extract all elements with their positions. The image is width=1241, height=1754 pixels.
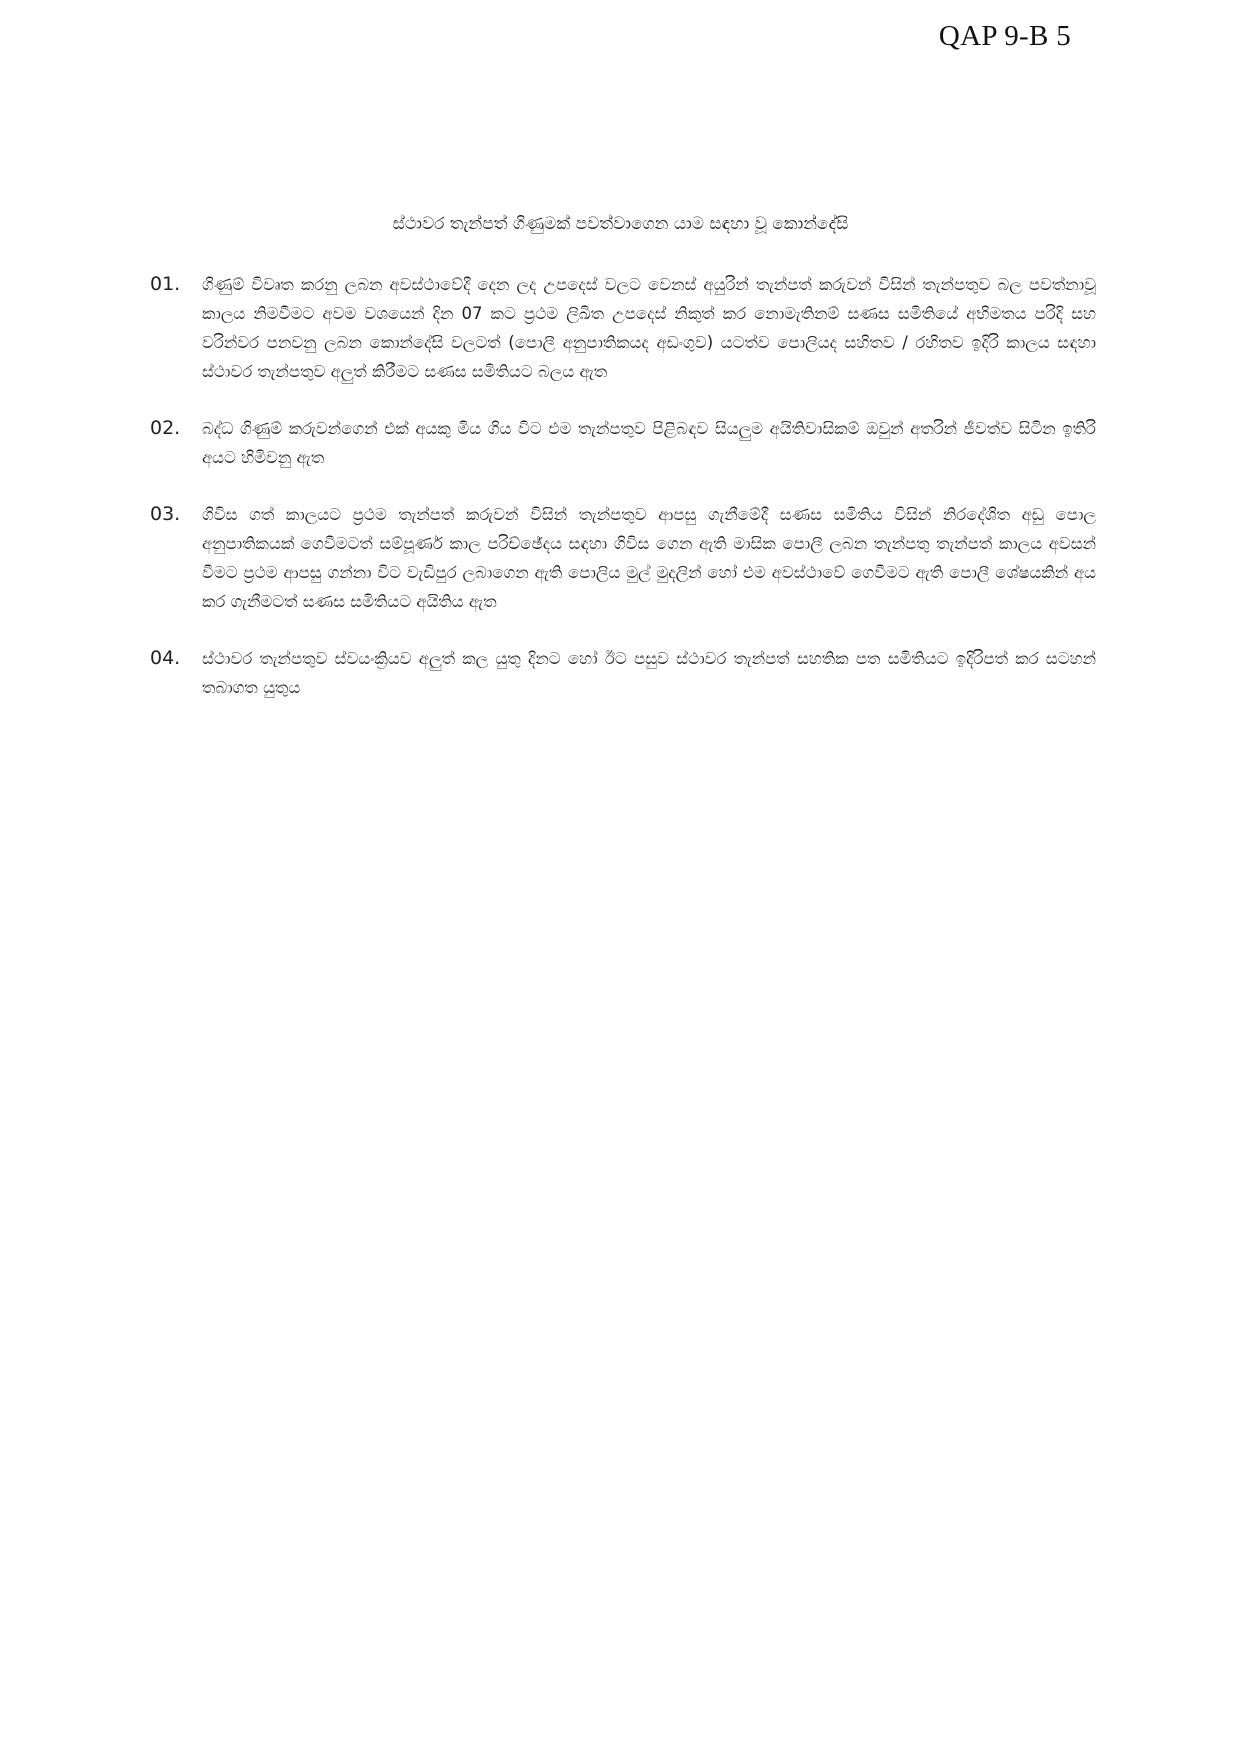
document-title: ස්ථාවර තැන්පත් ගිණුමක් පවත්වාගෙන යාම සඳහා වූ කොන්දේසි xyxy=(392,214,849,234)
conditions-list xyxy=(150,270,1096,730)
clause-item xyxy=(150,270,1096,386)
clause-number: 03. xyxy=(150,503,181,525)
clause-item xyxy=(150,500,1096,616)
clause-text: ගිවිස ගත් කාලයට ප්‍රථම තැන්පත් කරුවන් විසින් තැන්පතුව ආපසු ගැනීමේදී සණස සමිතිය විසින් නිරදේශිත අඩු පොල අනුපාතිකයක් ගෙවීමටත් සම්පූර්ණ කාල පරිච්ඡේදය සඳහා ගිවිස ගෙන ඇති මාසික පොලී ලබන තැන්පතු තැන්පත් කාලය අවසන් වීමට ප්‍රථම ආපසු ගන්නා විට වැඩිපුර ලබාගෙන ඇති පොලිය මුල් මුදලින් හෝ එම අවස්ථාවේ ගෙවීමට ඇති පොලී ශේෂයකින් අය කර ගැනීමටත් සණස සමිතියට අයිතිය ඇත xyxy=(202,505,1096,611)
clause-text: ගිණුම් විවෘත කරනු ලබන අවස්ථාවේදී දෙන ලද උපදෙස් වලට වෙනස් අයුරින් තැන්පත් කරුවන් විසින් තැන්පතුව බල පවත්නාවූ කාලය නිමවීමට අවම වශයෙන් දින 07 කට ප්‍රථම ලිඛිත උපදෙස් නිකුත් කර නොමැතිනම් සණස සමිතියේ අභිමතය පරිදි සහ වරින්වර පනවනු ලබන කොන්දේසි වලටත් (පොලී අනුපාතිකයද අඩංගුව) යටත්ව පොලියද සහිතව / රහිතව ඉදිරි කාලය සඳහා ස්ථාවර තැන්පතුව අලුත් කිරීමට සණස සමිතියට බලය ඇත xyxy=(202,275,1096,381)
clause-number: 01. xyxy=(150,273,181,295)
clause-item xyxy=(150,644,1096,702)
form-code: QAP 9-B 5 xyxy=(938,20,1071,52)
clause-number: 02. xyxy=(150,417,181,439)
clause-text: බද්ධ ගිණුම් කරුවන්ගෙන් එක් අයකු මිය ගිය විට එම තැන්පතුව පිළිබඳව සියලුම අයිතිවාසිකම් ඔවුන් අතරින් ජීවත්ව සිටින ඉතිරි අයට හිමිවනු ඇත xyxy=(202,419,1096,467)
clause-item xyxy=(150,414,1096,472)
clause-number: 04. xyxy=(150,647,181,669)
clause-text: ස්ථාවර තැන්පතුව ස්වයංක්‍රියව අලුත් කල යුතු දිනට හෝ ඊට පසුව ස්ථාවර තැන්පත් සහතික පත සමිතියට ඉදිරිපත් කර සටහන් තබාගත යුතුය xyxy=(202,649,1096,697)
